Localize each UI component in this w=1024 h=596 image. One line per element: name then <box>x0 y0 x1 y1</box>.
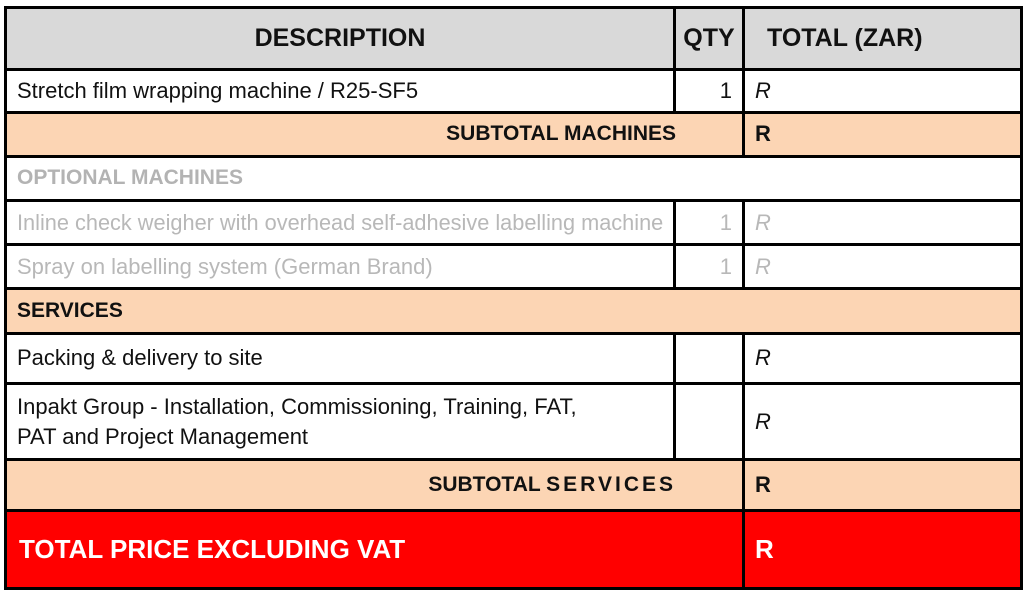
item-qty: 1 <box>675 70 744 112</box>
service-description <box>6 383 675 459</box>
services-heading: SERVICES <box>6 289 1022 333</box>
subtotal-services-label-part1: SUBTOTAL <box>428 472 541 496</box>
table-row <box>6 245 1022 289</box>
optional-item-qty: 1 <box>675 200 744 244</box>
services-heading-row <box>6 289 1022 333</box>
subtotal-machines-row <box>6 112 1022 156</box>
service-description: Packing & delivery to site <box>6 333 675 383</box>
optional-item-qty: 1 <box>675 245 744 289</box>
service-qty <box>675 333 744 383</box>
header-total: TOTAL (ZAR) <box>744 8 1022 70</box>
subtotal-machines-value: R <box>744 112 1022 156</box>
optional-machines-heading-row <box>6 156 1022 200</box>
subtotal-services-label <box>6 460 744 510</box>
table-row <box>6 200 1022 244</box>
quote-table <box>4 6 1023 590</box>
header-description: DESCRIPTION <box>6 8 675 70</box>
optional-item-total: R <box>744 245 1022 289</box>
service-description-line2: PAT and Project Management <box>17 423 309 449</box>
table-row <box>6 333 1022 383</box>
optional-item-description: Spray on labelling system (German Brand) <box>6 245 675 289</box>
item-total: R <box>744 70 1022 112</box>
table-header <box>6 8 1022 70</box>
item-description: Stretch film wrapping machine / R25-SF5 <box>6 70 675 112</box>
header-qty: QTY <box>675 8 744 70</box>
grand-total-label: TOTAL PRICE EXCLUDING VAT <box>6 510 744 589</box>
service-description-line1: Inpakt Group - Installation, Commissioning, Training, FAT, <box>17 393 577 419</box>
subtotal-machines-label: SUBTOTAL MACHINES <box>6 112 744 156</box>
optional-machines-heading: OPTIONAL MACHINES <box>6 156 1022 200</box>
subtotal-services-value: R <box>744 460 1022 510</box>
table-row <box>6 383 1022 459</box>
subtotal-services-row <box>6 460 1022 510</box>
optional-item-total: R <box>744 200 1022 244</box>
table-row <box>6 70 1022 112</box>
service-qty <box>675 383 744 459</box>
service-total: R <box>744 333 1022 383</box>
optional-item-description: Inline check weigher with overhead self-adhesive labelling machine <box>6 200 675 244</box>
grand-total-value: R <box>744 510 1022 589</box>
service-total: R <box>744 383 1022 459</box>
subtotal-services-label-part2: SERVICES <box>546 472 676 496</box>
grand-total-row <box>6 510 1022 589</box>
